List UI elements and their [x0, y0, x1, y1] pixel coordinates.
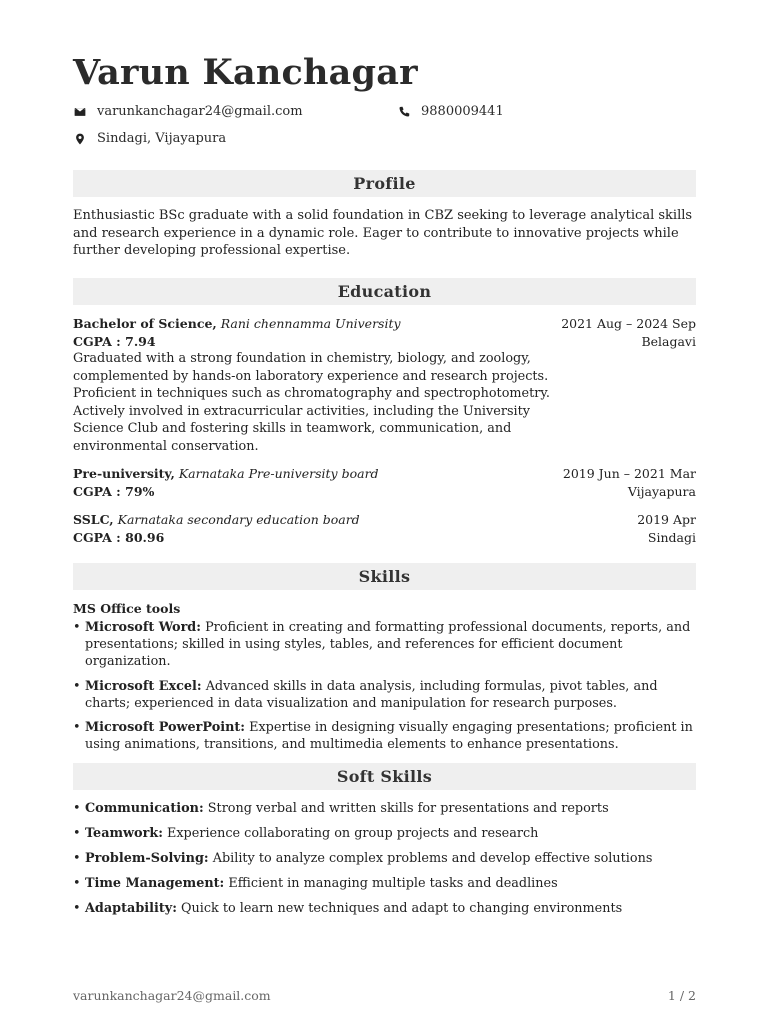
page-number: 1 / 2	[667, 988, 696, 1003]
edu-dates: 2019 Jun – 2021 Mar	[562, 466, 696, 481]
email-text: varunkanchagar24@gmail.com	[97, 104, 303, 119]
skill-text: Expertise in designing visually engaging presentations; proficient in using animations, transitions, and multimedia elements to enhance presentations.	[85, 720, 693, 753]
location-text: Sindagi, Vijayapura	[97, 131, 227, 146]
candidate-name: Varun Kanchagar	[73, 52, 418, 93]
edu-dates: 2021 Aug – 2024 Sep	[561, 316, 696, 331]
envelope-icon	[73, 105, 87, 119]
footer-email: varunkanchagar24@gmail.com	[73, 988, 271, 1003]
education-entry	[73, 511, 696, 546]
list-item	[73, 719, 696, 753]
soft-skill-text: Efficient in managing multiple tasks and deadlines	[228, 876, 558, 891]
soft-skill-text: Ability to analyze complex problems and develop effective solutions	[212, 851, 653, 866]
soft-skill-text: Strong verbal and written skills for presentations and reports	[207, 801, 609, 816]
institution: Karnataka Pre-university board	[178, 466, 379, 481]
skill-label: Microsoft Word:	[85, 620, 201, 635]
institution: Rani chennamma University	[220, 316, 401, 331]
skill-label: Microsoft Excel:	[85, 678, 202, 694]
phone-text: 9880009441	[421, 104, 504, 119]
soft-skill-text: Experience collaborating on group projects and research	[167, 826, 539, 841]
edu-location: Sindagi	[647, 529, 696, 545]
list-item	[73, 678, 696, 712]
education-section-heading: Education	[73, 278, 696, 305]
soft-skill-label: Teamwork:	[85, 826, 163, 841]
profile-text: Enthusiastic BSc graduate with a solid foundation in CBZ seeking to leverage analytical skills and research experience in a dynamic role. Eager to contribute to innovative projects while further developing professional expertise.	[73, 208, 693, 259]
edu-location: Belagavi	[641, 333, 696, 349]
edu-score: CGPA : 7.94	[73, 333, 156, 349]
edu-location: Vijayapura	[627, 483, 696, 499]
skill-text: Advanced skills in data analysis, including formulas, pivot tables, and charts; experienced in data visualization and manipulation for research purposes.	[85, 678, 658, 711]
list-item	[73, 900, 696, 917]
edu-dates: 2019 Apr	[637, 512, 696, 527]
list-item	[73, 875, 696, 892]
edu-score: CGPA : 79%	[73, 483, 155, 499]
contact-location	[73, 131, 226, 146]
soft-skill-label: Communication:	[85, 801, 204, 816]
education-entry	[73, 465, 696, 500]
soft-skills-section-heading: Soft Skills	[73, 763, 696, 790]
institution: Karnataka secondary education board	[117, 512, 360, 527]
map-pin-icon	[73, 132, 87, 146]
skills-list	[73, 619, 696, 753]
skills-group-title: MS Office tools	[73, 601, 181, 616]
soft-skill-label: Problem-Solving:	[85, 851, 209, 866]
education-entry	[73, 315, 696, 455]
profile-section-heading: Profile	[73, 170, 696, 197]
soft-skill-label: Adaptability:	[85, 901, 177, 916]
skill-label: Microsoft PowerPoint:	[85, 720, 246, 736]
soft-skills-list	[73, 800, 696, 917]
list-item	[73, 825, 696, 842]
degree: Pre-university,	[73, 466, 175, 481]
contact-phone	[397, 104, 504, 119]
degree: Bachelor of Science,	[73, 316, 217, 331]
contact-email	[73, 104, 303, 119]
soft-skill-label: Time Management:	[85, 876, 225, 891]
soft-skill-text: Quick to learn new techniques and adapt to changing environments	[181, 901, 623, 916]
degree: SSLC,	[73, 512, 114, 527]
skill-text: Proficient in creating and formatting professional documents, reports, and presentations; skilled in using styles, tables, and references for efficient document organization.	[85, 620, 691, 670]
edu-score: CGPA : 80.96	[73, 529, 165, 545]
list-item	[73, 850, 696, 867]
edu-description: Graduated with a strong foundation in chemistry, biology, and zoology, complemented by hands-on laboratory experience and research projects. Proficient in techniques such as chromatography and spectrophotometry. Actively involved in extracurricular activities, including the University Science Club and fostering skills in teamwork, communication, and environmental conservation.	[73, 351, 550, 454]
list-item	[73, 800, 696, 817]
list-item	[73, 619, 696, 671]
phone-icon	[397, 105, 411, 119]
skills-section-heading: Skills	[73, 563, 696, 590]
resume-page	[73, 0, 696, 1024]
